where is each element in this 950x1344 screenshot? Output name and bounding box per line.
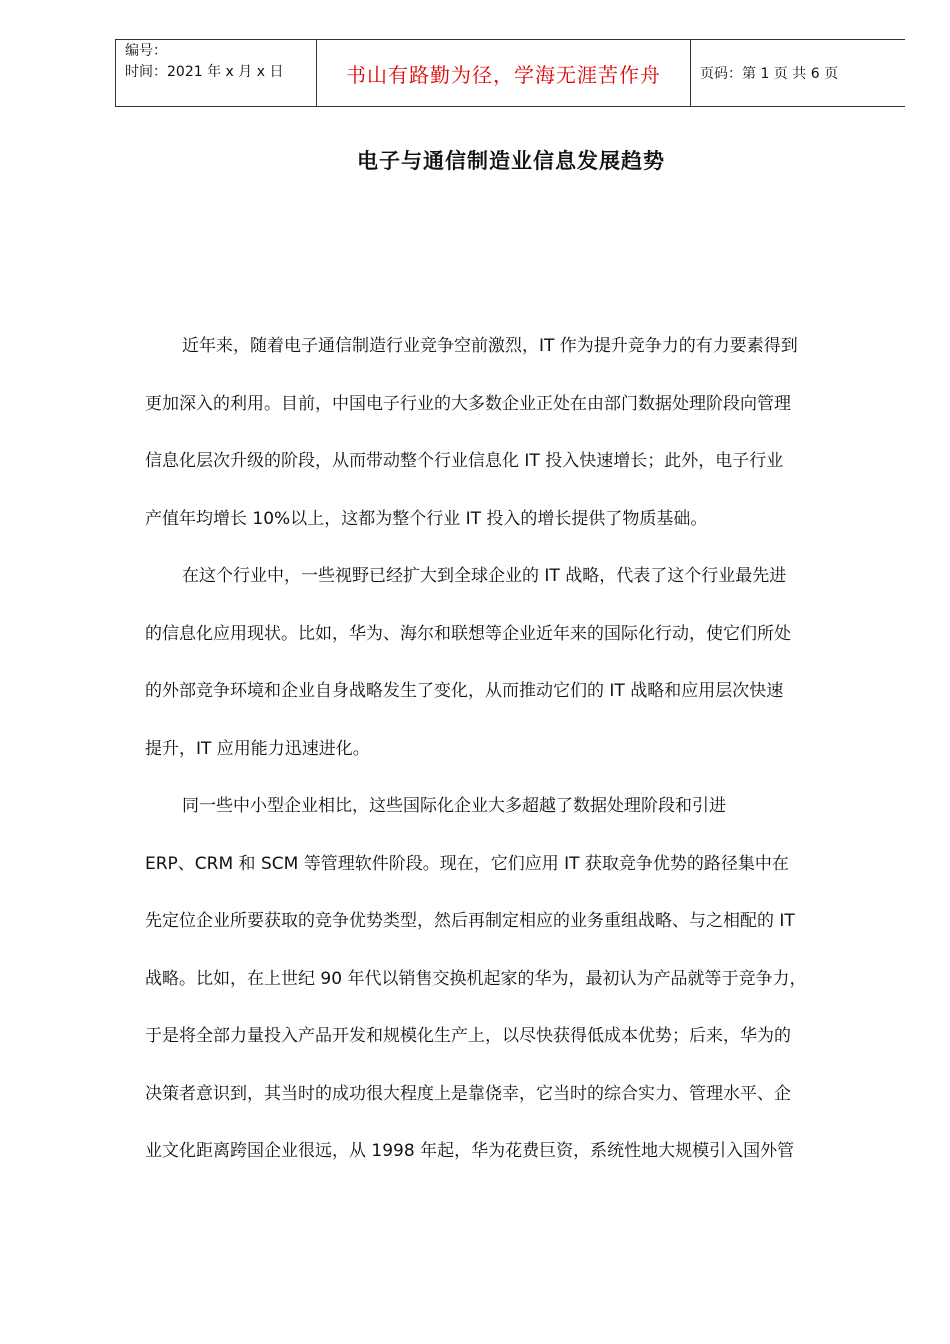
paragraph-line: 的外部竞争环境和企业自身战略发生了变化，从而推动它们的 IT 战略和应用层次快速 — [145, 681, 784, 701]
paragraph-line: 更加深入的利用。目前，中国电子行业的大多数企业正处在由部门数据处理阶段向管理 — [145, 393, 791, 414]
paragraph-line: ERP、CRM 和 SCM 等管理软件阶段。现在，它们应用 IT 获取竞争优势的路径集中在 — [145, 853, 789, 874]
document-body — [145, 318, 885, 1181]
paragraph-line: 先定位企业所要获取的竞争优势类型，然后再制定相应的业务重组战略、与之相配的 IT — [145, 911, 795, 931]
document-number-label: 编号： — [125, 43, 167, 59]
paragraph-1 — [145, 318, 885, 548]
page-number-info: 页码：第 1 页 共 6 页 — [700, 66, 839, 82]
document-time-label: 时间：2021 年 x 月 x 日 — [125, 64, 284, 80]
paragraph-line: 近年来，随着电子通信制造行业竞争空前激烈，IT 作为提升竞争力的有力要素得到 — [182, 336, 798, 356]
header-motto-cell — [317, 40, 691, 106]
header-info-cell — [116, 40, 317, 106]
paragraph-line: 在这个行业中，一些视野已经扩大到全球企业的 IT 战略，代表了这个行业最先进 — [182, 566, 787, 586]
paragraph-line: 决策者意识到，其当时的成功很大程度上是靠侥幸，它当时的综合实力、管理水平、企 — [145, 1083, 791, 1104]
paragraph-line: 业文化距离跨国企业很远，从 1998 年起，华为花费巨资，系统性地大规模引入国外管 — [145, 1141, 795, 1161]
paragraph-line: 提升，IT 应用能力迅速进化。 — [145, 738, 370, 759]
document-title: 电子与通信制造业信息发展趋势 — [357, 149, 665, 173]
header-table — [115, 39, 905, 107]
paragraph-line: 的信息化应用现状。比如，华为、海尔和联想等企业近年来的国际化行动，使它们所处 — [145, 623, 791, 644]
paragraph-line: 战略。比如，在上世纪 90 年代以销售交换机起家的华为，最初认为产品就等于竞争力， — [145, 968, 807, 989]
header-page-cell — [691, 40, 905, 106]
paragraph-line: 产值年均增长 10%以上，这都为整个行业 IT 投入的增长提供了物质基础。 — [145, 508, 708, 529]
paragraph-line: 信息化层次升级的阶段，从而带动整个行业信息化 IT 投入快速增长；此外，电子行业 — [145, 451, 784, 471]
paragraph-line: 同一些中小型企业相比，这些国际化企业大多超越了数据处理阶段和引进 — [182, 796, 726, 816]
header-motto: 书山有路勤为径，学海无涯苦作舟 — [346, 62, 661, 87]
paragraph-line: 于是将全部力量投入产品开发和规模化生产上，以尽快获得低成本优势；后来，华为的 — [145, 1026, 791, 1046]
paragraph-3 — [145, 778, 885, 1181]
paragraph-2 — [145, 548, 885, 778]
